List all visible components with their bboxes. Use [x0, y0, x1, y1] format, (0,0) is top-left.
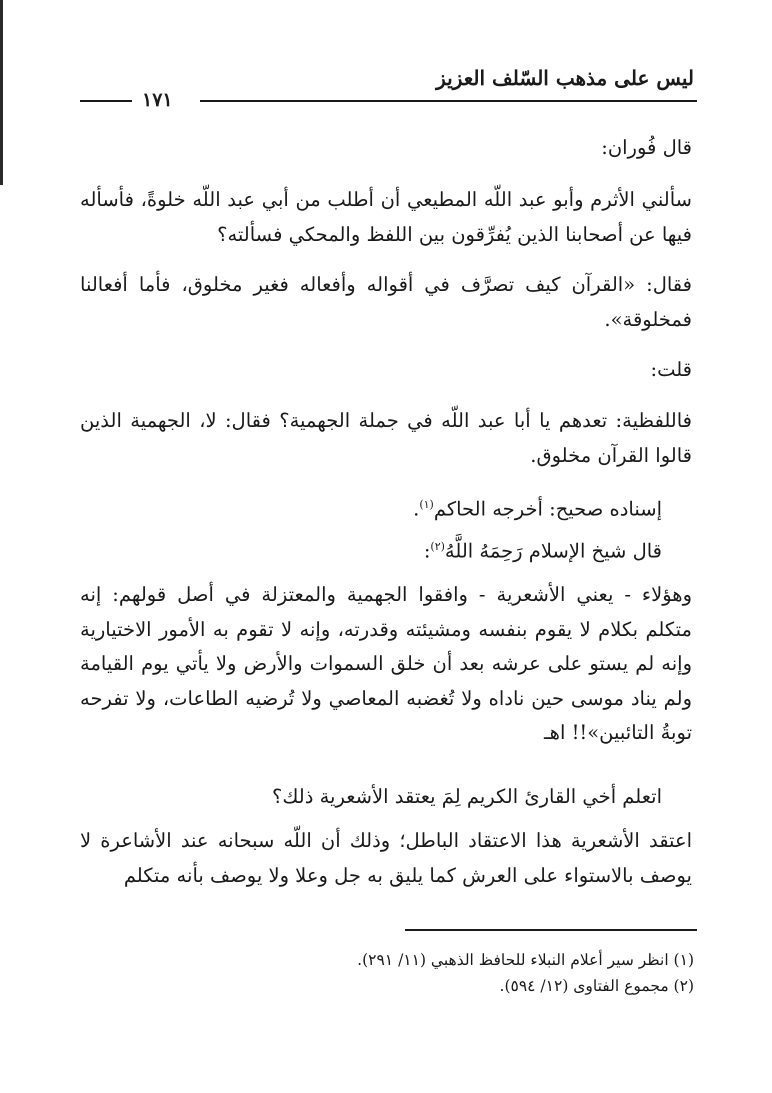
footnote-1: (١) انظر سير أعلام النبلاء للحافظ الذهبي (١١/ ٢٩١). — [357, 951, 694, 969]
header-rule — [200, 100, 697, 102]
paragraph-6-text: إسناده صحيح: أخرجه الحاكم — [433, 497, 662, 521]
paragraph-7 — [80, 530, 662, 569]
paragraph-1: قال فُوران: — [601, 136, 692, 159]
paragraph-10: اعتقد الأشعرية هذا الاعتقاد الباطل؛ وذلك أن اللّه سبحانه عند الأشاعرة لا يوصف بالاستواء على العرش كما يليق به جل وعلا ولا يوصف بأنه متكلم — [80, 829, 692, 887]
running-header-title: ليس على مذهب السّلف العزيز — [436, 66, 694, 90]
paragraph-8: وهؤلاء - يعني الأشعرية - وافقوا الجهمية والمعتزلة في أصل قولهم: إنه متكلم بكلام لا يقوم بنفسه ومشيئته وقدرته، وإنه لا تقوم به الأمور الاختيارية وإنه لم يستو على عرشه بعد أن خلق السموات والأرض ولا يأتي يوم القيامة ولم يناد موسى حين ناداه ولا تُغضبه المعاصي ولا تُرضيه الطاعات، ولا تفرحه توبةُ التائبين»!! اهـ — [80, 583, 692, 744]
paragraph-2: سألني الأثرم وأبو عبد اللّه المطيعي أن أطلب من أبي عبد اللّه خلوةً، فأسأله فيها عن أصحابنا الذين يُفرِّقون بين اللفظ والمحكي فسألته؟ — [80, 188, 692, 246]
page-number-dash — [80, 100, 132, 102]
footnote-ref-1-tail: . — [413, 497, 420, 521]
page-edge-bar — [0, 0, 3, 185]
page-number: ١٧١ — [142, 89, 173, 111]
paragraph-9: اتعلم أخي القارئ الكريم لِمَ يعتقد الأشعرية ذلك؟ — [271, 785, 662, 808]
footnote-2: (٢) مجموع الفتاوى (١٢/ ٥٩٤). — [499, 977, 694, 995]
footnote-ref-2-tail: : — [423, 539, 431, 563]
paragraph-5: فاللفظية: تعدهم يا أبا عبد اللّه في جملة الجهمية؟ فقال: لا، الجهمية الذين قالوا القرآن مخلوق. — [80, 409, 692, 467]
paragraph-4: قلت: — [650, 358, 692, 381]
paragraph-6 — [80, 488, 662, 527]
paragraph-7-text: قال شيخ الإسلام رَحِمَهُ اللَّهُ — [444, 539, 662, 563]
paragraph-3: فقال: «القرآن كيف تصرَّف في أقواله وأفعاله فغير مخلوق، فأما أفعالنا فمخلوقة». — [80, 273, 692, 331]
footnote-rule — [405, 929, 697, 931]
footnote-ref-2: (٢) — [430, 540, 445, 553]
footnote-ref-1: (١) — [419, 498, 434, 511]
